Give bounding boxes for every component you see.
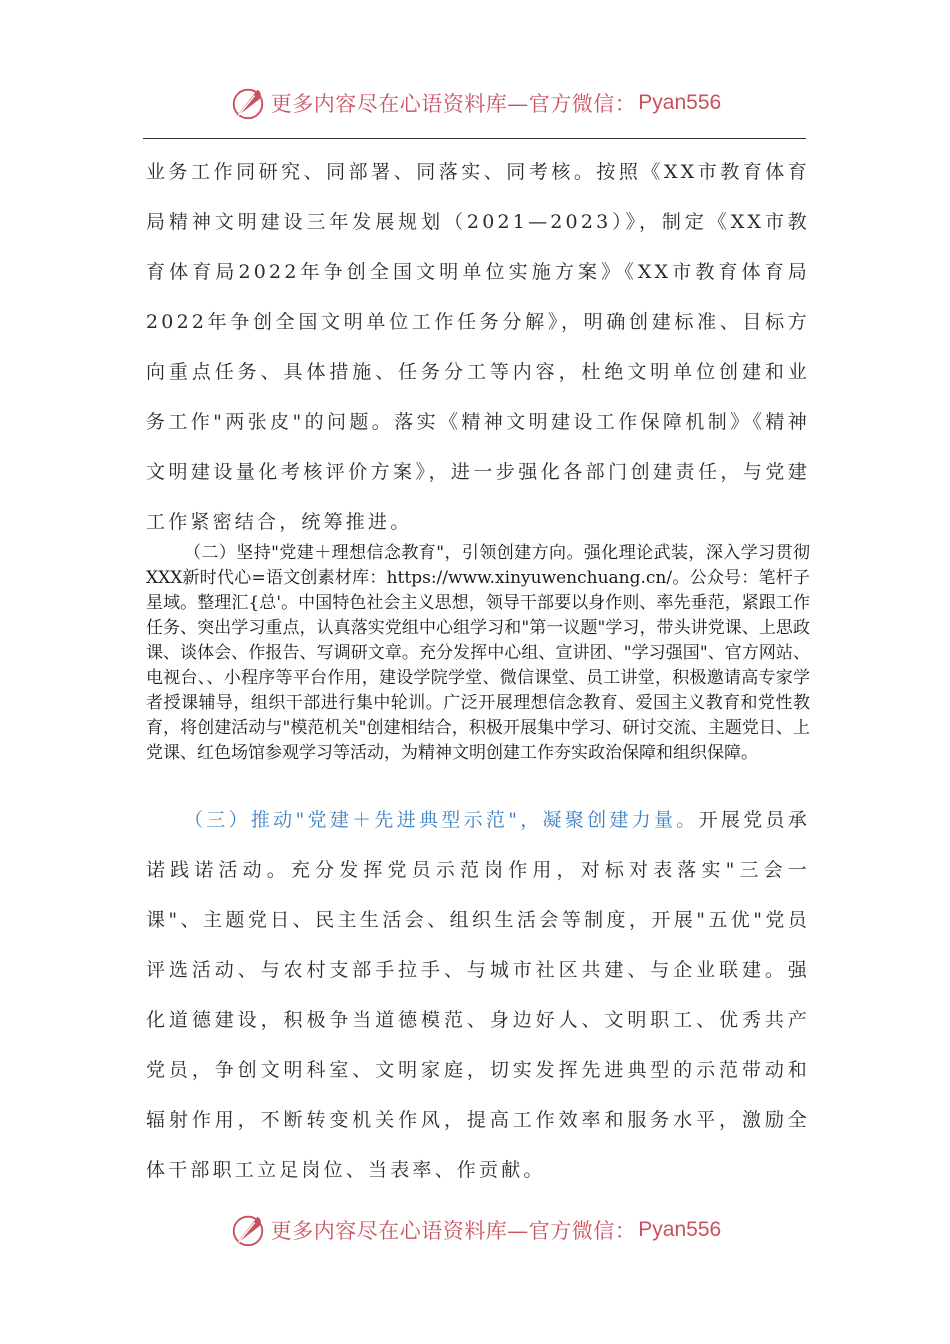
paragraph-continuation: 业务工作同研究、同部署、同落实、同考核。按照《XX市教育体育局精神文明建设三年发展规划（2021—2023）》，制定《XX市教育体育局2022年争创全国文明单位实施方案》《XX市教育体育局2022年争创全国文明单位工作任务分解》，明确创建标准、目标方向重点任务、具体措施、任务分工等内容，杜绝文明单位创建和业务工作"两张皮"的问题。落实《精神文明建设工作保障机制》《精神文明建设量化考核评价方案》，进一步强化各部门创建责任，与党建工作紧密结合，统筹推进。	[146, 161, 810, 533]
page-footer	[0, 1210, 950, 1250]
header-brand-text: 更多内容尽在心语资料库—官方微信：	[270, 92, 637, 116]
footer-brand-text: 更多内容尽在心语资料库—官方微信：	[270, 1219, 637, 1243]
quill-logo-icon	[229, 1211, 267, 1249]
quill-logo-icon	[229, 84, 267, 122]
page-header	[0, 83, 950, 123]
section-three-heading: （三）推动"党建＋先进典型示范"，凝聚创建力量。	[184, 809, 699, 831]
section-three-body: 开展党员承诺践诺活动。充分发挥党员示范岗作用，对标对表落实"三会一课"、主题党日、民主生活会、组织生活会等制度，开展"五优"党员评选活动、与农村支部手拉手、与城市社区共建、与企业联建。强化道德建设，积极争当道德模范、身边好人、文明职工、优秀共产党员，争创文明科室、文明家庭，切实发挥先进典型的示范带动和辐射作用，不断转变机关作风，提高工作效率和服务水平，激励全体干部职工立足岗位、当表率、作贡献。	[146, 809, 810, 1181]
header-wechat-id: Pyan556	[638, 91, 722, 114]
header-divider	[143, 138, 806, 139]
footer-wechat-id: Pyan556	[638, 1218, 722, 1241]
paragraph-section-two: （二）坚持"党建＋理想信念教育"，引领创建方向。强化理论武装，深入学习贯彻XXX新时代心=语文创素材库：https://www.xinyuwenchuang.cn/。公众号：笔杆子星域。整理汇{总'。中国特色社会主义思想，领导干部要以身作则、率先垂范，紧跟工作任务、突出学习重点，认真落实党组中心组学习和"第一议题"学习，带头讲党课、上思政课、谈体会、作报告、写调研文章。充分发挥中心组、宣讲团、"学习强国"、官方网站、电视台、、小程序等平台作用，建设学院学堂、微信课堂、员工讲堂，积极邀请高专家学者授课辅导，组织干部进行集中轮训。广泛开展理想信念教育、爱国主义教育和党性教育，将创建活动与"模范机关"创建相结合，积极开展集中学习、研讨交流、主题党日、上党课、红色场馆参观学习等活动，为精神文明创建工作夯实政治保障和组织保障。	[146, 543, 810, 763]
paragraph-section-three	[146, 795, 810, 1195]
